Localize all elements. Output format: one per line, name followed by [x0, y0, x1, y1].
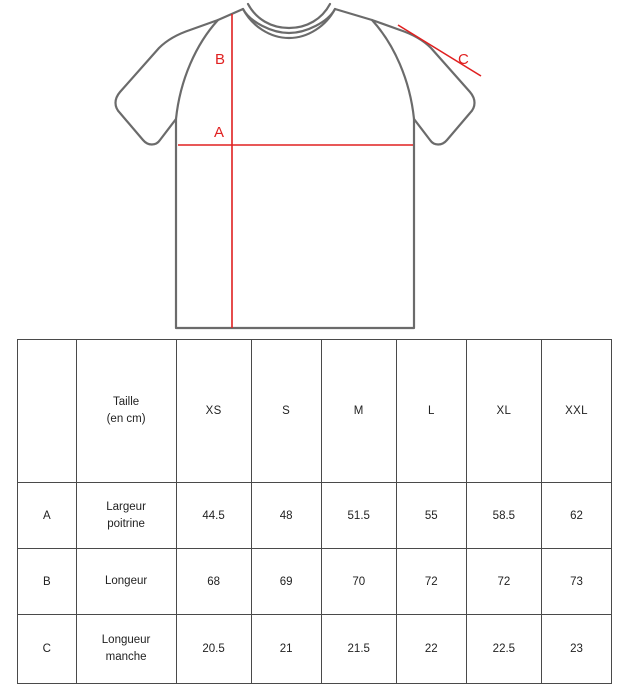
cell-b-l: 72: [396, 549, 466, 615]
cell-c-xs: 20.5: [176, 615, 251, 684]
header-size-m: M: [321, 340, 396, 483]
cell-b-xl: 72: [466, 549, 541, 615]
row-key-a: A: [18, 483, 77, 549]
row-label-b: [76, 549, 176, 615]
row-label-c-line1: Longueur: [101, 634, 151, 647]
cell-a-m: 51.5: [321, 483, 396, 549]
cell-a-xl: 58.5: [466, 483, 541, 549]
header-size-xxl: XXL: [541, 340, 611, 483]
cell-a-l: 55: [396, 483, 466, 549]
header-name-line1: Taille: [112, 395, 140, 408]
row-label-c-line2: manche: [105, 651, 147, 663]
cell-b-m: 70: [321, 549, 396, 615]
header-name-cell: [76, 340, 176, 483]
size-table: [17, 339, 612, 684]
label-b: B: [215, 51, 226, 68]
header-size-s: S: [251, 340, 321, 483]
row-label-a-line1: Largeur: [106, 500, 146, 513]
cell-b-xxl: 73: [541, 549, 611, 615]
cell-a-s: 48: [251, 483, 321, 549]
cell-c-s: 21: [251, 615, 321, 684]
header-size-xs: XS: [176, 340, 251, 483]
row-label-a: [76, 483, 176, 549]
cell-c-xxl: 23: [541, 615, 611, 684]
cell-c-l: 22: [396, 615, 466, 684]
label-c: C: [458, 51, 469, 68]
tshirt-diagram: [0, 0, 629, 336]
table-row: [18, 549, 612, 615]
cell-b-s: 69: [251, 549, 321, 615]
size-table-container: [17, 339, 612, 684]
table-row: [18, 615, 612, 684]
row-key-b: B: [18, 549, 77, 615]
cell-c-m: 21.5: [321, 615, 396, 684]
row-label-a-line2: poitrine: [107, 517, 145, 530]
label-a: A: [214, 124, 225, 141]
header-size-xl: XL: [466, 340, 541, 483]
cell-c-xl: 22.5: [466, 615, 541, 684]
table-header-row: [18, 340, 612, 483]
row-label-b-line1: Longeur: [104, 575, 148, 588]
row-key-c: C: [18, 615, 77, 684]
row-label-c: [76, 615, 176, 684]
shirt-outline-icon: [116, 4, 475, 328]
header-name-line2: (en cm): [106, 413, 146, 425]
table-row: [18, 483, 612, 549]
header-size-l: L: [396, 340, 466, 483]
cell-a-xxl: 62: [541, 483, 611, 549]
cell-a-xs: 44.5: [176, 483, 251, 549]
header-key-cell: [18, 340, 77, 483]
cell-b-xs: 68: [176, 549, 251, 615]
